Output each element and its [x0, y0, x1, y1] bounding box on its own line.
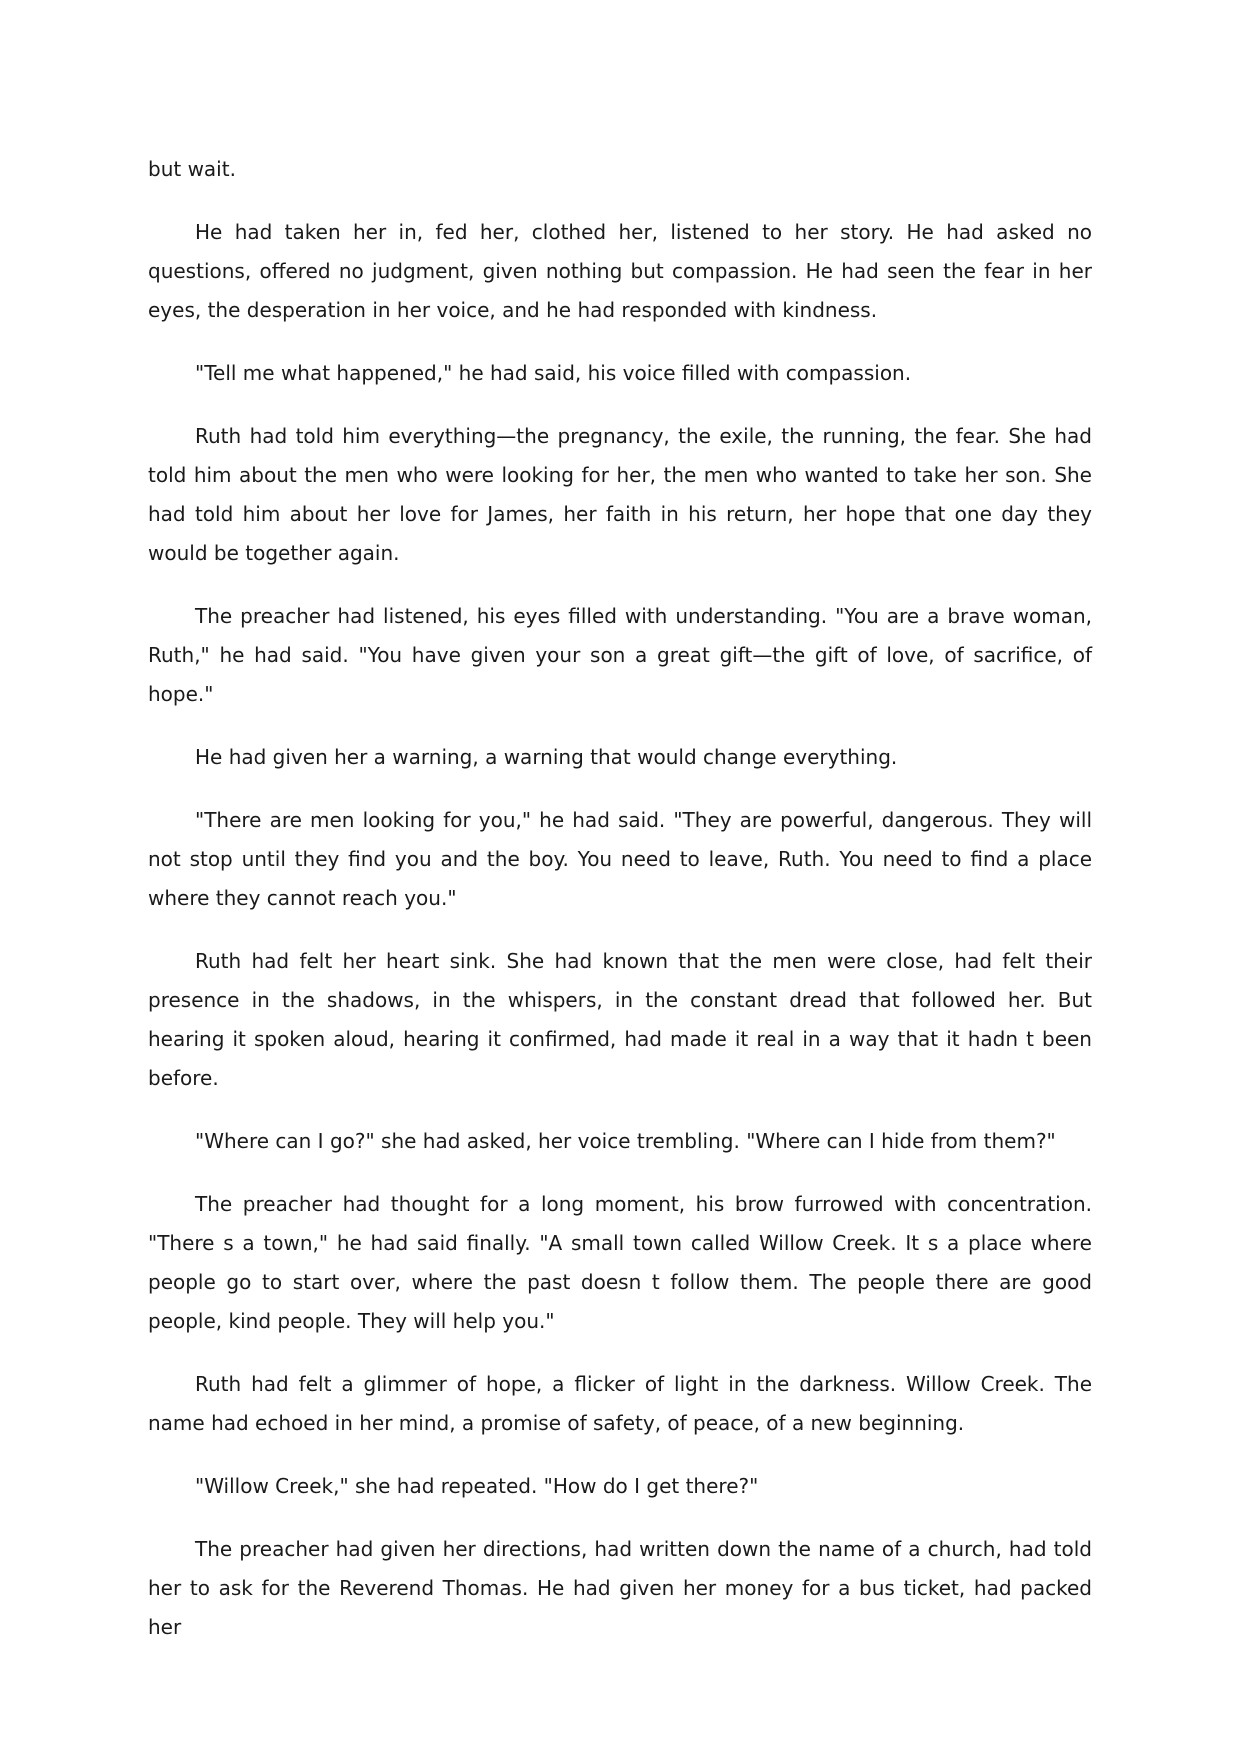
body-text [148, 150, 1092, 1647]
paragraph: "Where can I go?" she had asked, her voice trembling. "Where can I hide from them?" [195, 1129, 1056, 1153]
paragraph: The preacher had thought for a long moment, his brow furrowed with concentration. "There s a town," he had said finally. "A small town called Willow Creek. It s a place where people go to start over, where the past doesn t follow them. The people there are good people, kind people. They will help you." [148, 1192, 1092, 1333]
paragraph: Ruth had felt a glimmer of hope, a flicker of light in the darkness. Willow Creek. The name had echoed in her mind, a promise of safety, of peace, of a new beginning. [148, 1372, 1092, 1435]
paragraph: Ruth had felt her heart sink. She had known that the men were close, had felt their presence in the shadows, in the whispers, in the constant dread that followed her. But hearing it spoken aloud, hearing it confirmed, had made it real in a way that it hadn t been before. [148, 949, 1092, 1090]
paragraph: He had taken her in, fed her, clothed her, listened to her story. He had asked no questions, offered no judgment, given nothing but compassion. He had seen the fear in her eyes, the desperation in her voice, and he had responded with kindness. [148, 220, 1092, 322]
paragraph: "Willow Creek," she had repeated. "How do I get there?" [195, 1474, 759, 1498]
paragraph: "There are men looking for you," he had said. "They are powerful, dangerous. They will not stop until they find you and the boy. You need to leave, Ruth. You need to find a place where they cannot reach you." [148, 808, 1092, 910]
paragraph: He had given her a warning, a warning that would change everything. [195, 745, 898, 769]
paragraph: but wait. [148, 157, 236, 181]
paragraph: Ruth had told him everything—the pregnancy, the exile, the running, the fear. She had told him about the men who were looking for her, the men who wanted to take her son. She had told him about her love for James, her faith in his return, her hope that one day they would be together again. [148, 424, 1092, 565]
paragraph: "Tell me what happened," he had said, his voice filled with compassion. [195, 361, 912, 385]
paragraph: The preacher had given her directions, had written down the name of a church, had told her to ask for the Reverend Thomas. He had given her money for a bus ticket, had packed her [148, 1537, 1092, 1639]
paragraph: The preacher had listened, his eyes filled with understanding. "You are a brave woman, Ruth," he had said. "You have given your son a great gift—the gift of love, of sacrifice, of hope." [148, 604, 1092, 706]
